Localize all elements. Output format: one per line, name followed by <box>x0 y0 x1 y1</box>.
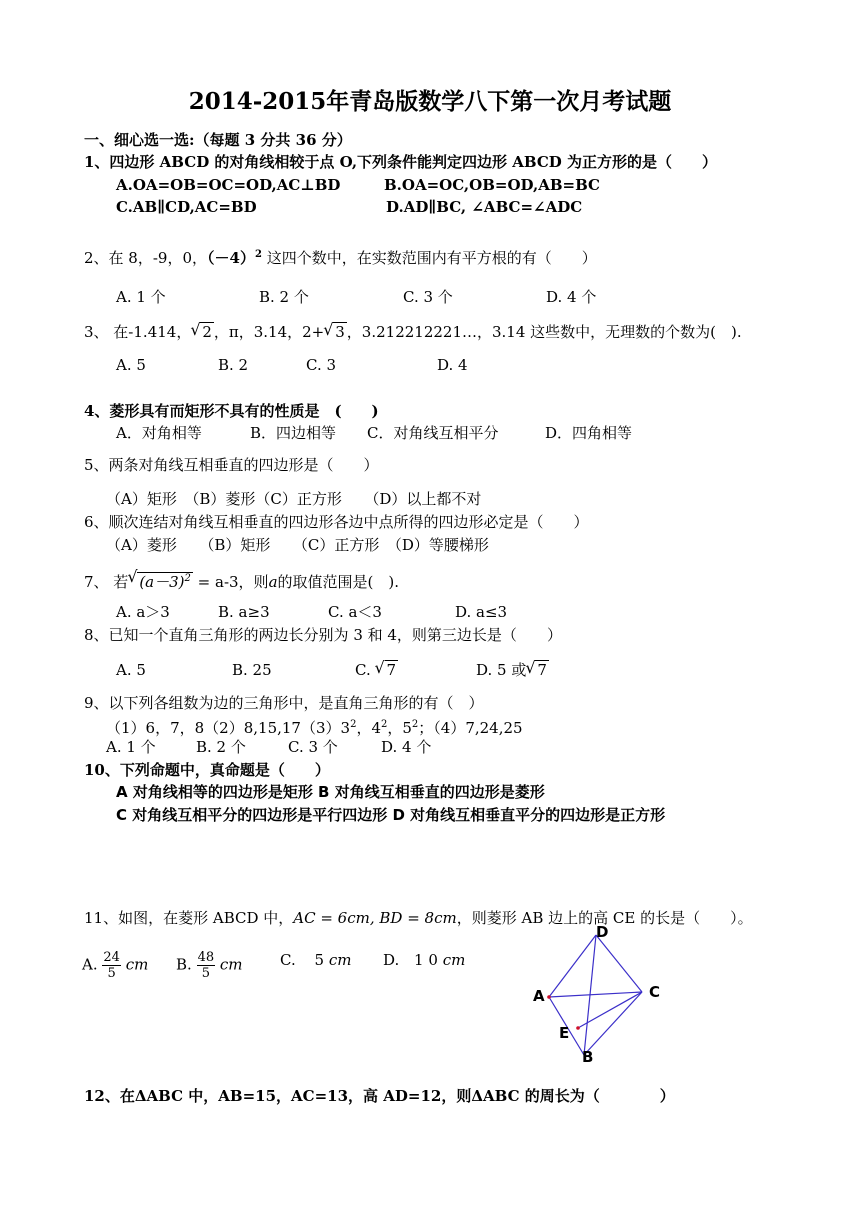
question-3-stem <box>84 322 742 342</box>
question-11-option-b-fraction: $\frac{48}{5}$ <box>197 950 215 981</box>
question-2-option-c: C. 3 个 <box>403 288 453 306</box>
question-7-stem <box>84 569 399 592</box>
question-1-option-d-text: D.AD∥BC, ∠ABC=∠ADC <box>386 198 583 216</box>
point-D-label: D <box>596 923 609 941</box>
point-B-label: B <box>582 1048 594 1066</box>
question-9-option-c: C. 3 个 <box>288 738 338 756</box>
question-1-stem: 1、四边形 ABCD 的对角线相较于点 O,下列条件能判定四边形 ABCD 为正方形的是（ ） <box>84 153 718 171</box>
question-8-option-a: A. 5 <box>116 661 146 679</box>
question-8-sqrt-7-d: √ 7 <box>526 660 549 680</box>
question-4-option-c: C．对角线互相平分 <box>367 424 499 442</box>
question-12-stem: 12、在ΔABC 中，AB=15，AC=13，高 AD=12，则ΔABC 的周长为（ ） <box>84 1087 675 1105</box>
question-4-option-b: B．四边相等 <box>250 424 337 442</box>
point-A-label: A <box>533 987 545 1005</box>
question-3-mid: ，π，3.14，2+ <box>213 323 325 341</box>
question-3-option-a: A. 5 <box>116 356 146 374</box>
question-2-option-a: A. 1 个 <box>116 288 166 306</box>
question-9-stem: 9、以下列各组数为边的三角形中，是直角三角形的有（ ） <box>84 694 484 712</box>
question-6-stem: 6、顺次连结对角线互相垂直的四边形各边中点所得的四边形必定是（ ） <box>84 513 589 531</box>
question-6-options: （A）菱形 （B）矩形 （C）正方形 （D）等腰梯形 <box>106 536 489 554</box>
question-8-sqrt-7-c: √ 7 <box>376 660 399 680</box>
question-8-option-c: C. √ 7 <box>355 660 398 680</box>
question-3-sqrt-2: √ 2 <box>191 322 214 342</box>
section-heading: 一、细心选一选:（每题 3 分共 36 分） <box>84 131 352 149</box>
question-8-option-d: D. 5 或√ 7 <box>476 660 549 680</box>
question-8-stem: 8、已知一个直角三角形的两边长分别为 3 和 4，则第三边长是（ ） <box>84 626 562 644</box>
question-5-options: （A）矩形 （B）菱形（C）正方形 （D）以上都不对 <box>106 490 482 508</box>
question-10-line-1: A 对角线相等的四边形是矩形 B 对角线互相垂直的四边形是菱形 <box>116 783 545 801</box>
question-3-post: ，3.212212221…，3.14 这些数中，无理数的个数为( ). <box>346 323 742 341</box>
question-1-option-d <box>386 197 582 217</box>
question-2-pre: 2、在 8，-9，0， <box>84 249 208 267</box>
question-7-option-b: B. a≥3 <box>218 603 270 621</box>
question-2-stem <box>84 245 597 268</box>
question-2-option-b: B. 2 个 <box>259 288 309 306</box>
question-7-mid: = a-3，则 <box>192 573 269 591</box>
question-1-option-b: B.OA=OC,OB=OD,AB=BC <box>384 176 600 194</box>
side-DC <box>596 935 642 992</box>
question-2-power-exp: 2 <box>254 249 262 260</box>
question-7-pre: 7、 若 <box>84 573 129 591</box>
question-7-option-c: C. a＜3 <box>328 603 382 621</box>
height-CE <box>578 992 642 1028</box>
question-11-stem: 11、如图，在菱形 ABCD 中，AC = 6cm, BD = 8cm，则菱形 AB 边上的高 CE 的长是（ ）。 <box>84 909 753 927</box>
point-C-label: C <box>649 983 661 1001</box>
question-9-option-b: B. 2 个 <box>196 738 246 756</box>
question-7-radicand: $(a-3)^2$ <box>139 573 191 591</box>
question-9-option-a: A. 1 个 <box>106 738 156 756</box>
question-10-line-2: C 对角线互相平分的四边形是平行四边形 D 对角线互相垂直平分的四边形是正方形 <box>116 806 666 824</box>
question-3-option-b: B. 2 <box>218 356 249 374</box>
question-2-post: 这四个数中，在实数范围内有平方根的有（ ） <box>261 249 597 267</box>
question-7-var: a <box>268 573 278 591</box>
question-7-post: 的取值范围是( ). <box>277 573 399 591</box>
question-2-power-base: （－4） <box>207 249 255 267</box>
question-4-option-a: A．对角相等 <box>116 424 202 442</box>
question-4-stem: 4、菱形具有而矩形不具有的性质是 ( ) <box>84 402 379 420</box>
question-5-stem: 5、两条对角线互相垂直的四边形是（ ） <box>84 456 379 474</box>
question-2-option-d: D. 4 个 <box>546 288 597 306</box>
question-7-sqrt <box>128 569 193 592</box>
side-DA <box>549 935 596 997</box>
question-8-option-b: B. 25 <box>232 661 272 679</box>
question-1-option-a: A.OA=OB=OC=OD,AC⊥BD <box>116 176 341 194</box>
page-title: 2014-2015年青岛版数学八下第一次月考试题 <box>188 88 672 115</box>
question-4-option-d: D．四角相等 <box>545 424 633 442</box>
point-A-marker <box>547 995 551 999</box>
question-11-option-d: D. 1 0 cm <box>383 951 466 969</box>
side-CB <box>584 992 642 1055</box>
point-E-label: E <box>559 1024 570 1042</box>
question-7-option-a: A. a＞3 <box>116 603 170 621</box>
question-3-pre: 3、 在-1.414， <box>84 323 192 341</box>
question-10-stem: 10、下列命题中，真命题是（ ） <box>84 761 330 779</box>
question-3-option-d: D. 4 <box>437 356 468 374</box>
question-11-option-c: C. 5 cm <box>280 951 352 969</box>
question-3-sqrt-3: √ 3 <box>324 322 347 342</box>
question-7-option-d: D. a≤3 <box>455 603 508 621</box>
point-E-marker <box>576 1026 580 1030</box>
question-9-groups: （1）6，7，$8(2)8,15,17(3)3^2$，$4^2$，$5^2$；（4）7,24,25 <box>106 719 523 737</box>
question-11-given: AC = 6cm, BD = 8cm <box>293 909 457 927</box>
diagonal-AC <box>549 992 642 997</box>
question-1-option-c: C.AB∥CD,AC=BD <box>116 198 257 216</box>
question-11-option-b: B. $\frac{48}{5}$ cm <box>176 950 243 981</box>
question-11-option-a: A. $\frac{24}{5}$ cm <box>82 950 149 981</box>
question-9-option-d: D. 4 个 <box>381 738 432 756</box>
question-3-option-c: C. 3 <box>306 356 337 374</box>
question-11-option-a-fraction: $\frac{24}{5}$ <box>103 950 120 981</box>
